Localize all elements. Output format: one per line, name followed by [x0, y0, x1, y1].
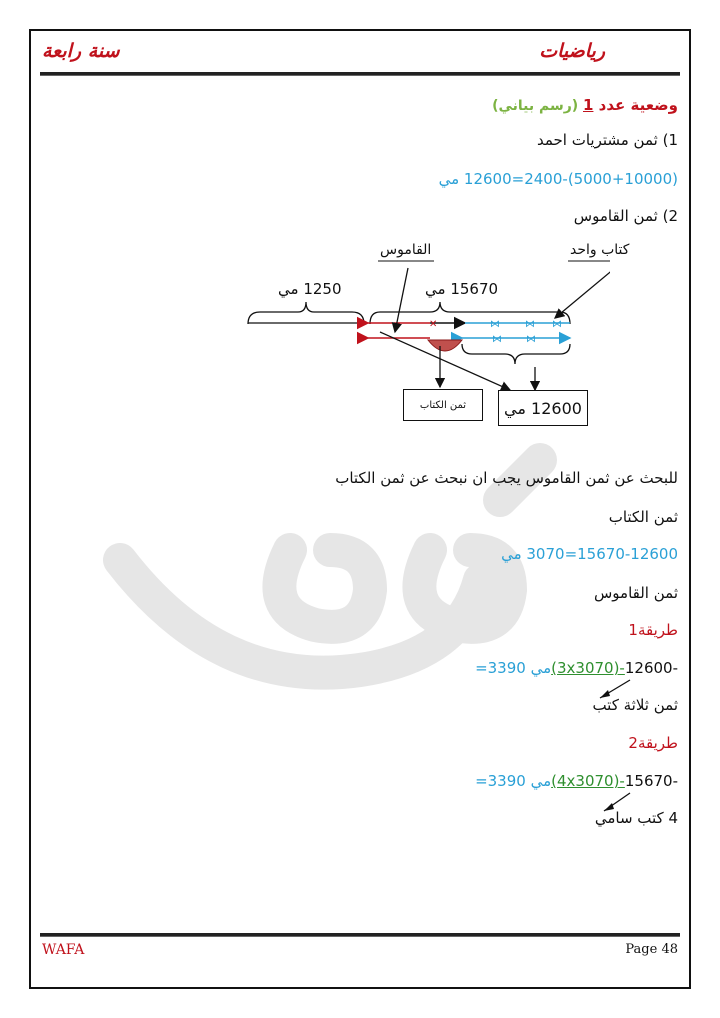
title-subtitle: (رسم بياني): [492, 98, 579, 114]
method-2-result: =3390 مي: [475, 772, 552, 790]
svg-text:⋈: ⋈: [490, 319, 500, 330]
footer-brand: WAFA: [42, 942, 85, 958]
method-1-title: طريقة1: [628, 621, 678, 639]
method-2-note: 4 كتب سامي: [594, 809, 678, 827]
box-book-price: ثمن الكتاب: [403, 389, 483, 421]
method-1-note: ثمن ثلاثة كتب: [592, 696, 678, 714]
method-1-multiplication: (3x3070)-: [551, 659, 625, 677]
q1-calculation: (5000+10000)-2400=12600 مي: [438, 170, 678, 188]
svg-text:⋈: ⋈: [492, 334, 502, 345]
method-2-start: 15670-: [624, 772, 678, 790]
method-2-calculation: [475, 772, 678, 790]
header-rule: [40, 72, 680, 76]
book-price-calculation: 15670-12600=3070 مي: [501, 545, 678, 563]
svg-text:⋈: ⋈: [525, 319, 535, 330]
q2-label: 2) ثمن القاموس: [573, 207, 678, 225]
method-1-result: =3390 مي: [475, 659, 552, 677]
method-2-title: طريقة2: [628, 734, 678, 752]
svg-text:⋈: ⋈: [552, 319, 562, 330]
header-level: سنة رابعة: [42, 40, 120, 62]
svg-text:✕: ✕: [429, 319, 438, 330]
box-12600: 12600 مي: [498, 390, 588, 426]
footer-rule: [40, 933, 680, 937]
footer-page-number: Page 48: [625, 942, 678, 957]
title-prefix: وضعية عدد: [593, 96, 678, 114]
bar-diagram: [230, 232, 630, 432]
q1-label: 1) ثمن مشتريات احمد: [536, 131, 678, 149]
search-note: للبحث عن ثمن القاموس يجب ان نبحث عن ثمن الكتاب: [335, 469, 678, 487]
label-dictionary: القاموس: [380, 242, 432, 258]
header-subject: رياضيات: [539, 40, 605, 62]
dictionary-price-title: ثمن القاموس: [593, 584, 678, 602]
label-one-book: كتاب واحد: [570, 242, 630, 258]
svg-text:⋈: ⋈: [526, 334, 536, 345]
title-number: 1: [583, 96, 594, 114]
method-1-start: 12600-: [624, 659, 678, 677]
label-15670: 15670 مي: [425, 280, 499, 298]
label-1250: 1250 مي: [278, 280, 342, 298]
book-price-title: ثمن الكتاب: [608, 508, 678, 526]
method-1-calculation: [475, 659, 678, 677]
problem-title: [492, 96, 678, 114]
method-2-multiplication: (4x3070)-: [551, 772, 625, 790]
